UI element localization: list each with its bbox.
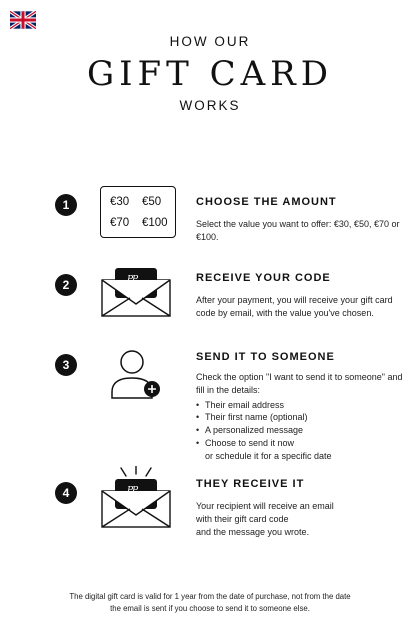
- step-description: Select the value you want to offer: €30, €50, €70 or €100.: [196, 219, 400, 242]
- step-text: [196, 196, 411, 244]
- step-text: [196, 351, 411, 463]
- step-text: [196, 272, 411, 320]
- envelope-card-icon: [100, 266, 172, 318]
- step-description-line: with their gift card code: [196, 513, 289, 524]
- header-line-3: WORKS: [179, 98, 241, 113]
- step-number: 4: [55, 482, 77, 504]
- step-number: 3: [55, 354, 77, 376]
- card-logo: PP: [127, 486, 138, 496]
- amount-70: €70: [110, 217, 130, 229]
- list-item-continuation: or schedule it for a specific date: [205, 450, 332, 461]
- page-title: GIFT CARD: [86, 54, 334, 94]
- validity-note: [0, 591, 420, 615]
- envelope-card-sparkle-icon: [100, 466, 172, 530]
- step-description-line: Your recipient will receive an email: [196, 501, 334, 511]
- step-title: SEND IT TO SOMEONE: [196, 351, 335, 363]
- amount-50: €50: [142, 196, 162, 208]
- step-number: 2: [55, 274, 77, 296]
- step-number: 1: [55, 194, 77, 216]
- add-user-icon: [108, 348, 164, 402]
- step-1: [0, 186, 420, 242]
- amount-options-icon: [100, 186, 176, 238]
- list-item: • Their first name (optional): [196, 411, 411, 424]
- step-description: Check the option "I want to send it to someone" and fill in the details:: [196, 372, 403, 395]
- step-title: THEY RECEIVE IT: [196, 478, 305, 490]
- details-list: [196, 399, 411, 450]
- list-item: • Their email address: [196, 399, 411, 412]
- validity-note-line-1: The digital gift card is valid for 1 year from the date of purchase, not from the date: [69, 592, 351, 601]
- uk-flag-icon[interactable]: [10, 11, 36, 29]
- step-title: RECEIVE YOUR CODE: [196, 272, 331, 284]
- card-logo: PP: [127, 275, 138, 285]
- amount-100: €100: [142, 217, 168, 229]
- header-line-1: HOW OUR: [169, 34, 251, 49]
- step-text: [196, 478, 411, 538]
- step-description-line: and the message you wrote.: [196, 526, 310, 537]
- list-item: • A personalized message: [196, 424, 411, 437]
- list-item: • Choose to send it now: [196, 437, 411, 450]
- step-description: After your payment, you will receive your gift card code by email, with the value you've chosen.: [196, 295, 393, 318]
- validity-note-line-2: the email is sent if you choose to send it to someone else.: [110, 604, 310, 613]
- amount-30: €30: [110, 196, 130, 208]
- step-title: CHOOSE THE AMOUNT: [196, 196, 337, 208]
